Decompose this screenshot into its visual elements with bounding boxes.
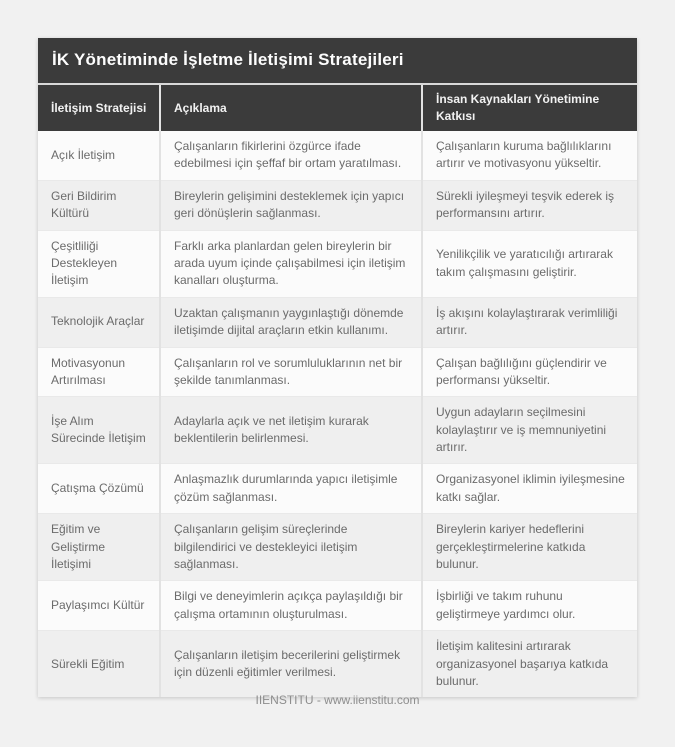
footer-credit: IIENSTITU - www.iienstitu.com: [255, 693, 420, 707]
cell-strategy: Motivasyonun Artırılması: [51, 355, 126, 387]
cell-strategy: Çeşitliliği Destekleyen İletişim: [51, 238, 118, 288]
table-row: [38, 464, 637, 514]
table-header-row: [38, 85, 637, 131]
column-header-strategy: İletişim Stratejisi: [38, 85, 160, 131]
cell-contribution: İletişim kalitesini artırarak organizasyonel başarıya katkıda bulunur.: [422, 631, 637, 698]
table-row: [38, 297, 637, 347]
cell-strategy: Çatışma Çözümü: [51, 481, 144, 496]
cell-strategy: Sürekli Eğitim: [51, 656, 125, 671]
cell-contribution: Çalışanların kuruma bağlılıklarını artırır ve motivasyonu yükseltir.: [422, 131, 637, 180]
cell-contribution: İşbirliği ve takım ruhunu geliştirmeye yardımcı olur.: [422, 581, 637, 631]
cell-contribution: İş akışını kolaylaştırarak verimliliği artırır.: [422, 297, 637, 347]
table-row: [38, 397, 637, 464]
cell-strategy: Teknolojik Araçlar: [51, 314, 145, 329]
cell-strategy: İşe Alım Sürecinde İletişim: [51, 413, 146, 446]
column-header-description: Açıklama: [160, 85, 422, 131]
cell-description: Bilgi ve deneyimlerin açıkça paylaşıldığı bir çalışma ortamının oluşturulması.: [160, 581, 422, 631]
cell-description: Çalışanların fikirlerini özgürce ifade edebilmesi için şeffaf bir ortam yaratılması.: [160, 131, 422, 180]
cell-contribution: Çalışan bağlılığını güçlendirir ve performansı yükseltir.: [422, 347, 637, 397]
cell-description: Uzaktan çalışmanın yaygınlaştığı dönemde iletişimde dijital araçların etkin kullanımı.: [160, 297, 422, 347]
cell-description: Anlaşmazlık durumlarında yapıcı iletişimle çözüm sağlanması.: [160, 464, 422, 514]
cell-description: Çalışanların iletişim becerilerini geliştirmek için düzenli eğitimler verilmesi.: [160, 631, 422, 698]
cell-description: Çalışanların rol ve sorumluluklarının net bir şekilde tanımlanması.: [160, 347, 422, 397]
cell-strategy: Geri Bildirim Kültürü: [51, 188, 117, 221]
table-row: [38, 631, 637, 698]
cell-description: Adaylarla açık ve net iletişim kurarak beklentilerin belirlenmesi.: [160, 397, 422, 464]
table-row: [38, 581, 637, 631]
cell-contribution: Yenilikçilik ve yaratıcılığı artırarak takım çalışmasını geliştirir.: [422, 230, 637, 297]
table-row: [38, 131, 637, 180]
table-row: [38, 514, 637, 581]
cell-contribution: Uygun adayların seçilmesini kolaylaştırır ve iş memnuniyetini artırır.: [422, 397, 637, 464]
strategies-table: [38, 85, 637, 697]
cell-description: Bireylerin gelişimini desteklemek için yapıcı geri dönüşlerin sağlanması.: [160, 180, 422, 230]
cell-contribution: Organizasyonel iklimin iyileşmesine katkı sağlar.: [422, 464, 637, 514]
strategies-card: [38, 38, 637, 697]
table-row: [38, 347, 637, 397]
cell-description: Çalışanların gelişim süreçlerinde bilgilendirici ve destekleyici iletişim sağlanması.: [160, 514, 422, 581]
cell-contribution: Bireylerin kariyer hedeflerini gerçekleştirmelerine katkıda bulunur.: [422, 514, 637, 581]
cell-strategy: Eğitim ve Geliştirme İletişimi: [51, 522, 106, 572]
cell-strategy: Açık İletişim: [51, 147, 116, 162]
table-row: [38, 230, 637, 297]
cell-contribution: Sürekli iyileşmeyi teşvik ederek iş performansını artırır.: [422, 180, 637, 230]
table-row: [38, 180, 637, 230]
cell-strategy: Paylaşımcı Kültür: [51, 598, 145, 613]
column-header-contribution: İnsan Kaynakları Yönetimine Katkısı: [422, 85, 637, 131]
page-title: İK Yönetiminde İşletme İletişimi Stratejileri: [38, 38, 637, 85]
cell-description: Farklı arka planlardan gelen bireylerin bir arada uyum içinde çalışabilmesi için iletişim kanalları oluşturma.: [160, 230, 422, 297]
